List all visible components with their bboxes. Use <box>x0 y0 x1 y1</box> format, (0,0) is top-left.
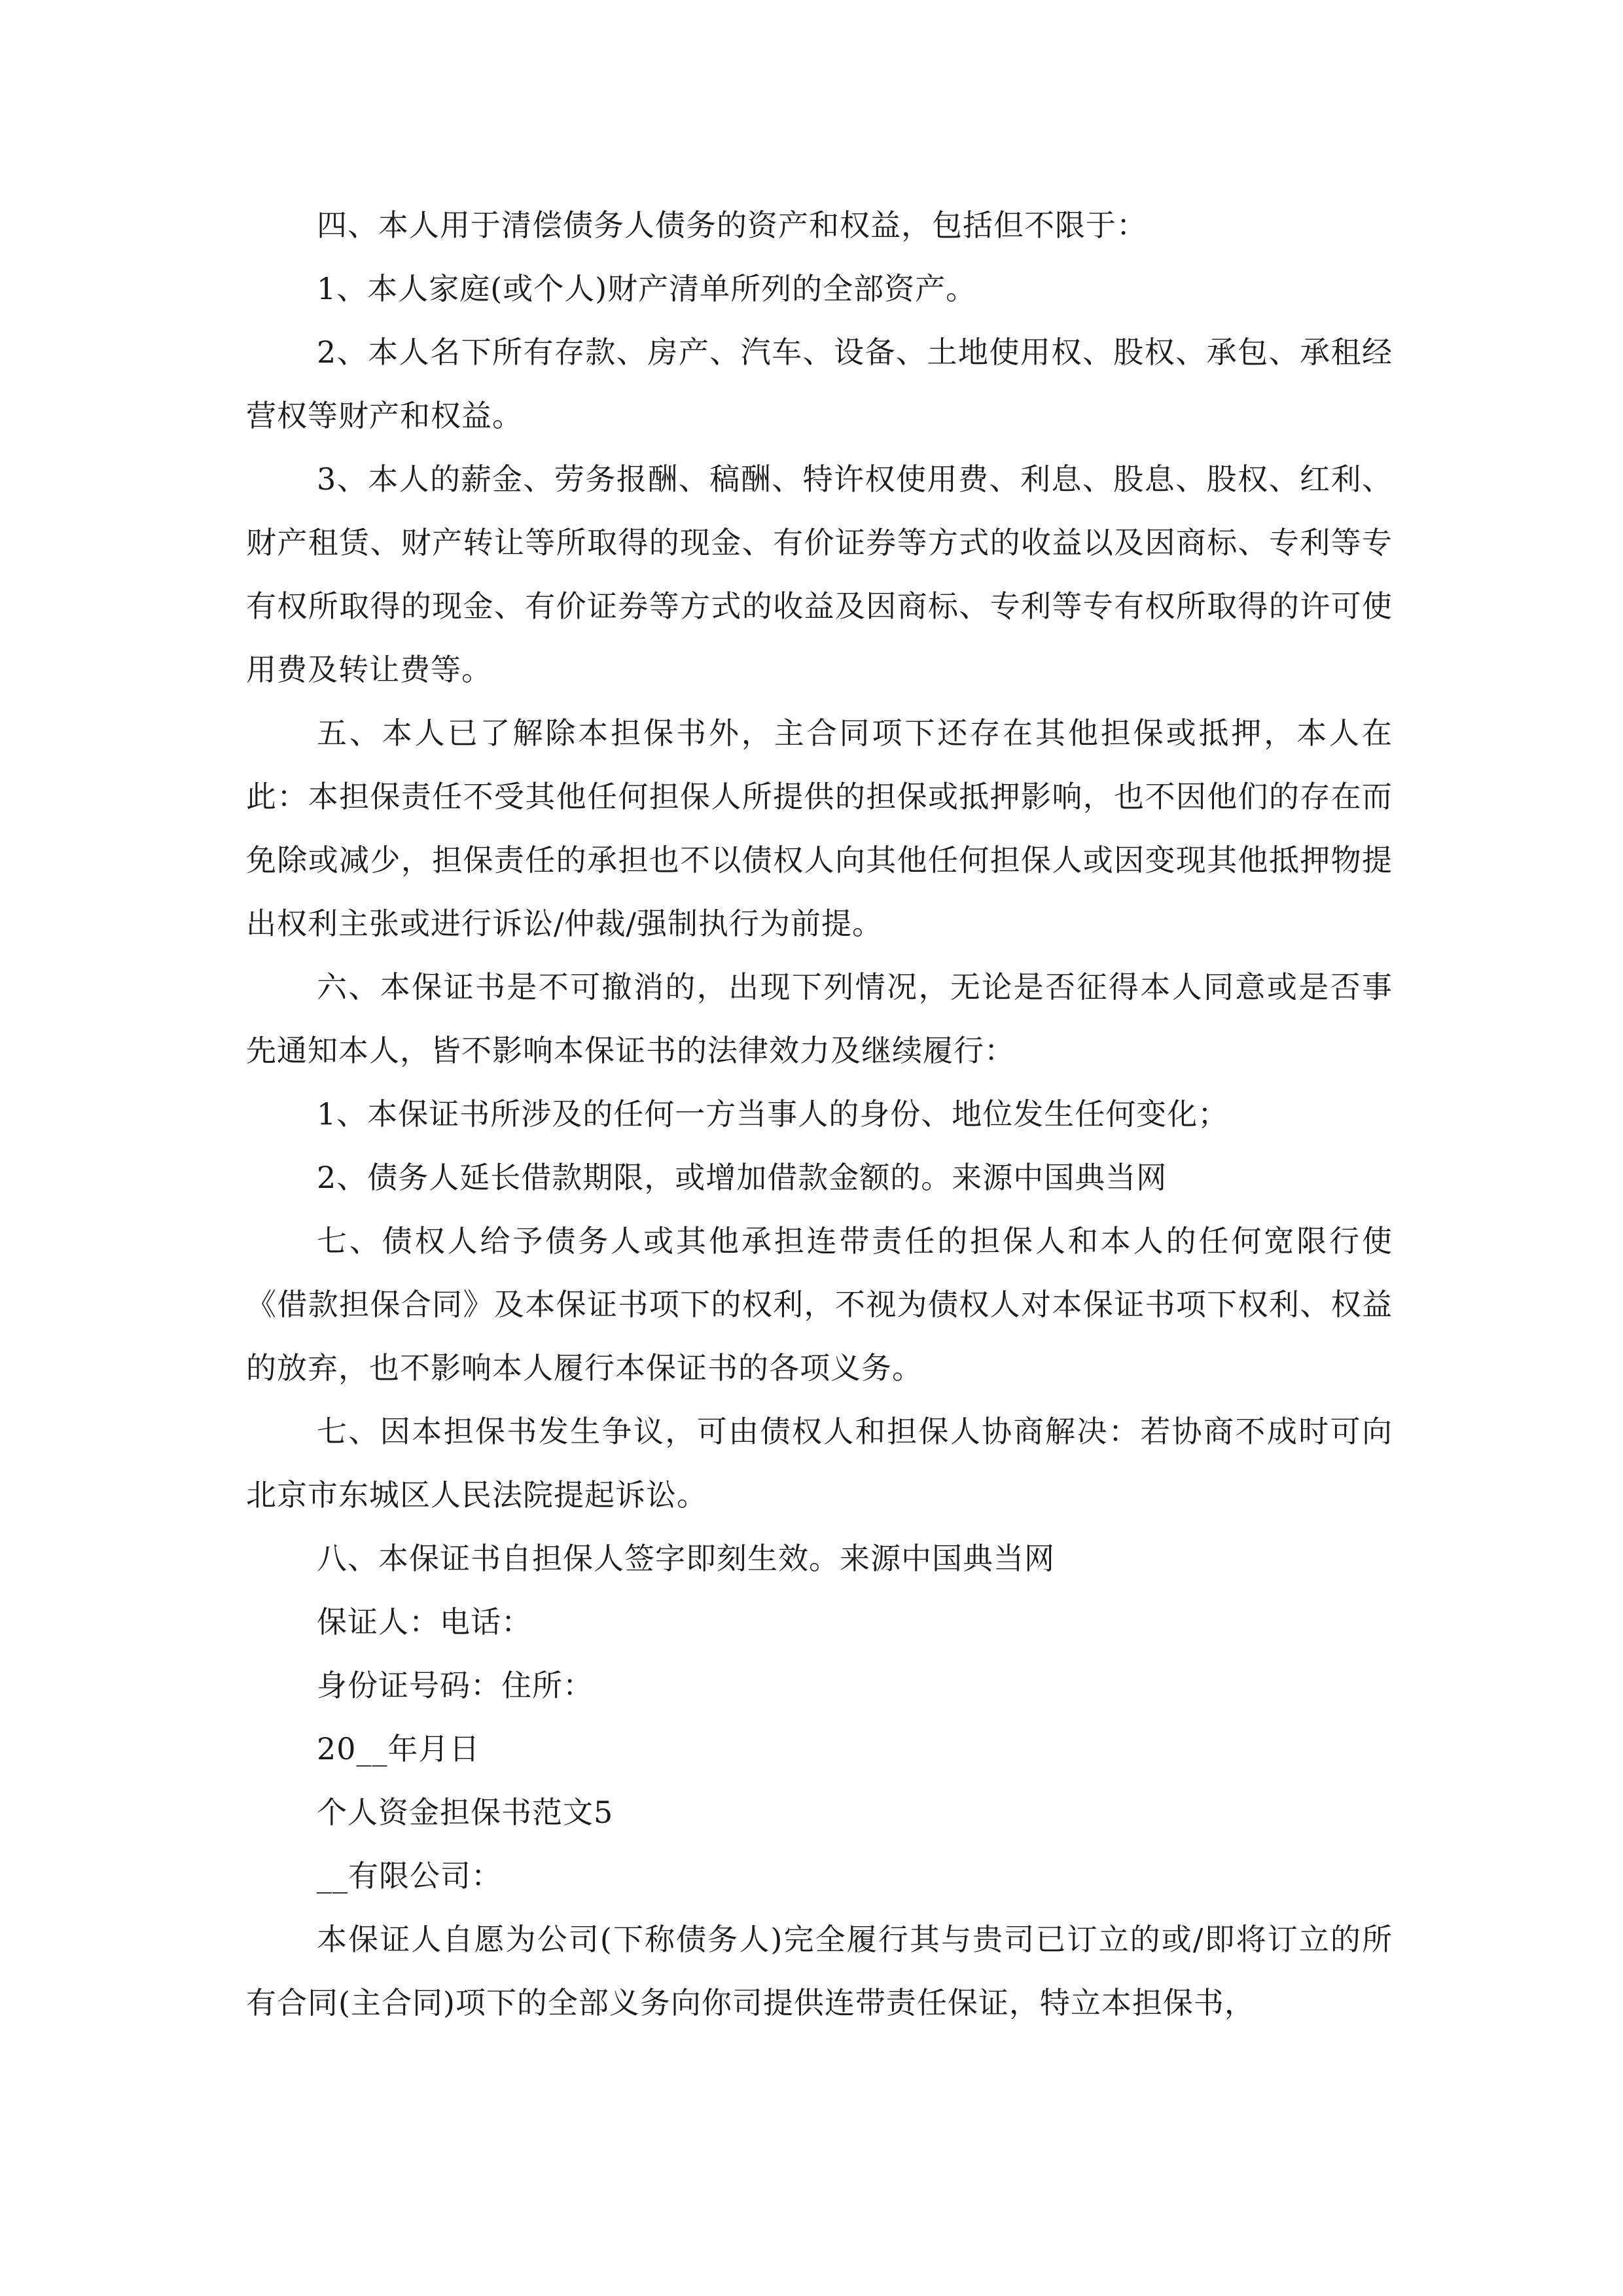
list-item: 1、本保证书所涉及的任何一方当事人的身份、地位发生任何变化； <box>317 1096 1229 1132</box>
guarantor-phone-line: 保证人：电话： <box>317 1604 532 1640</box>
date-line: 20__年月日 <box>317 1731 480 1767</box>
list-item: 2、本人名下所有存款、房产、汽车、设备、土地使用权、股权、承包、承租经营权等财产和权益。 <box>246 334 1393 433</box>
body-paragraph: 本保证人自愿为公司(下称债务人)完全履行其与贵司已订立的或/即将订立的所有合同(主合同)项下的全部义务向你司提供连带责任保证，特立本担保书， <box>246 1922 1393 2020</box>
paragraph-8: 八、本保证书自担保人签字即刻生效。来源中国典当网 <box>317 1541 1055 1576</box>
document-body <box>246 194 1393 2035</box>
id-address-line: 身份证号码：住所： <box>317 1668 594 1703</box>
list-item: 3、本人的薪金、劳务报酬、稿酬、特许权使用费、利息、股息、股权、红利、财产租赁、财产转让等所取得的现金、有价证券等方式的收益以及因商标、专利等专有权所取得的现金、有价证券等方式的收益及因商标、专利等专有权所取得的许可使用费及转让费等。 <box>246 461 1393 687</box>
paragraph-7-dispute: 七、因本担保书发生争议，可由债权人和担保人协商解决：若协商不成时可向北京市东城区人民法院提起诉讼。 <box>246 1414 1393 1513</box>
paragraph-6: 六、本保证书是不可撤消的，出现下列情况，无论是否征得本人同意或是否事先通知本人，皆不影响本保证书的法律效力及继续履行： <box>246 969 1393 1068</box>
list-item: 1、本人家庭(或个人)财产清单所列的全部资产。 <box>317 271 977 306</box>
paragraph-5: 五、本人已了解除本担保书外，主合同项下还存在其他担保或抵押，本人在此：本担保责任不受其他任何担保人所提供的担保或抵押影响，也不因他们的存在而免除或减少，担保责任的承担也不以债权人向其他任何担保人或因变现其他抵押物提出权利主张或进行诉讼/仲裁/强制执行为前提。 <box>246 715 1393 941</box>
addressee-line: __有限公司： <box>317 1858 502 1893</box>
list-item: 2、债务人延长借款期限，或增加借款金额的。来源中国典当网 <box>317 1160 1168 1195</box>
paragraph-4: 四、本人用于清偿债务人债务的资产和权益，包括但不限于： <box>317 207 1147 243</box>
section-title: 个人资金担保书范文5 <box>317 1795 614 1830</box>
paragraph-7: 七、债权人给予债务人或其他承担连带责任的担保人和本人的任何宽限行使《借款担保合同》及本保证书项下的权利，不视为债权人对本保证书项下权利、权益的放弃，也不影响本人履行本保证书的各项义务。 <box>246 1223 1393 1386</box>
